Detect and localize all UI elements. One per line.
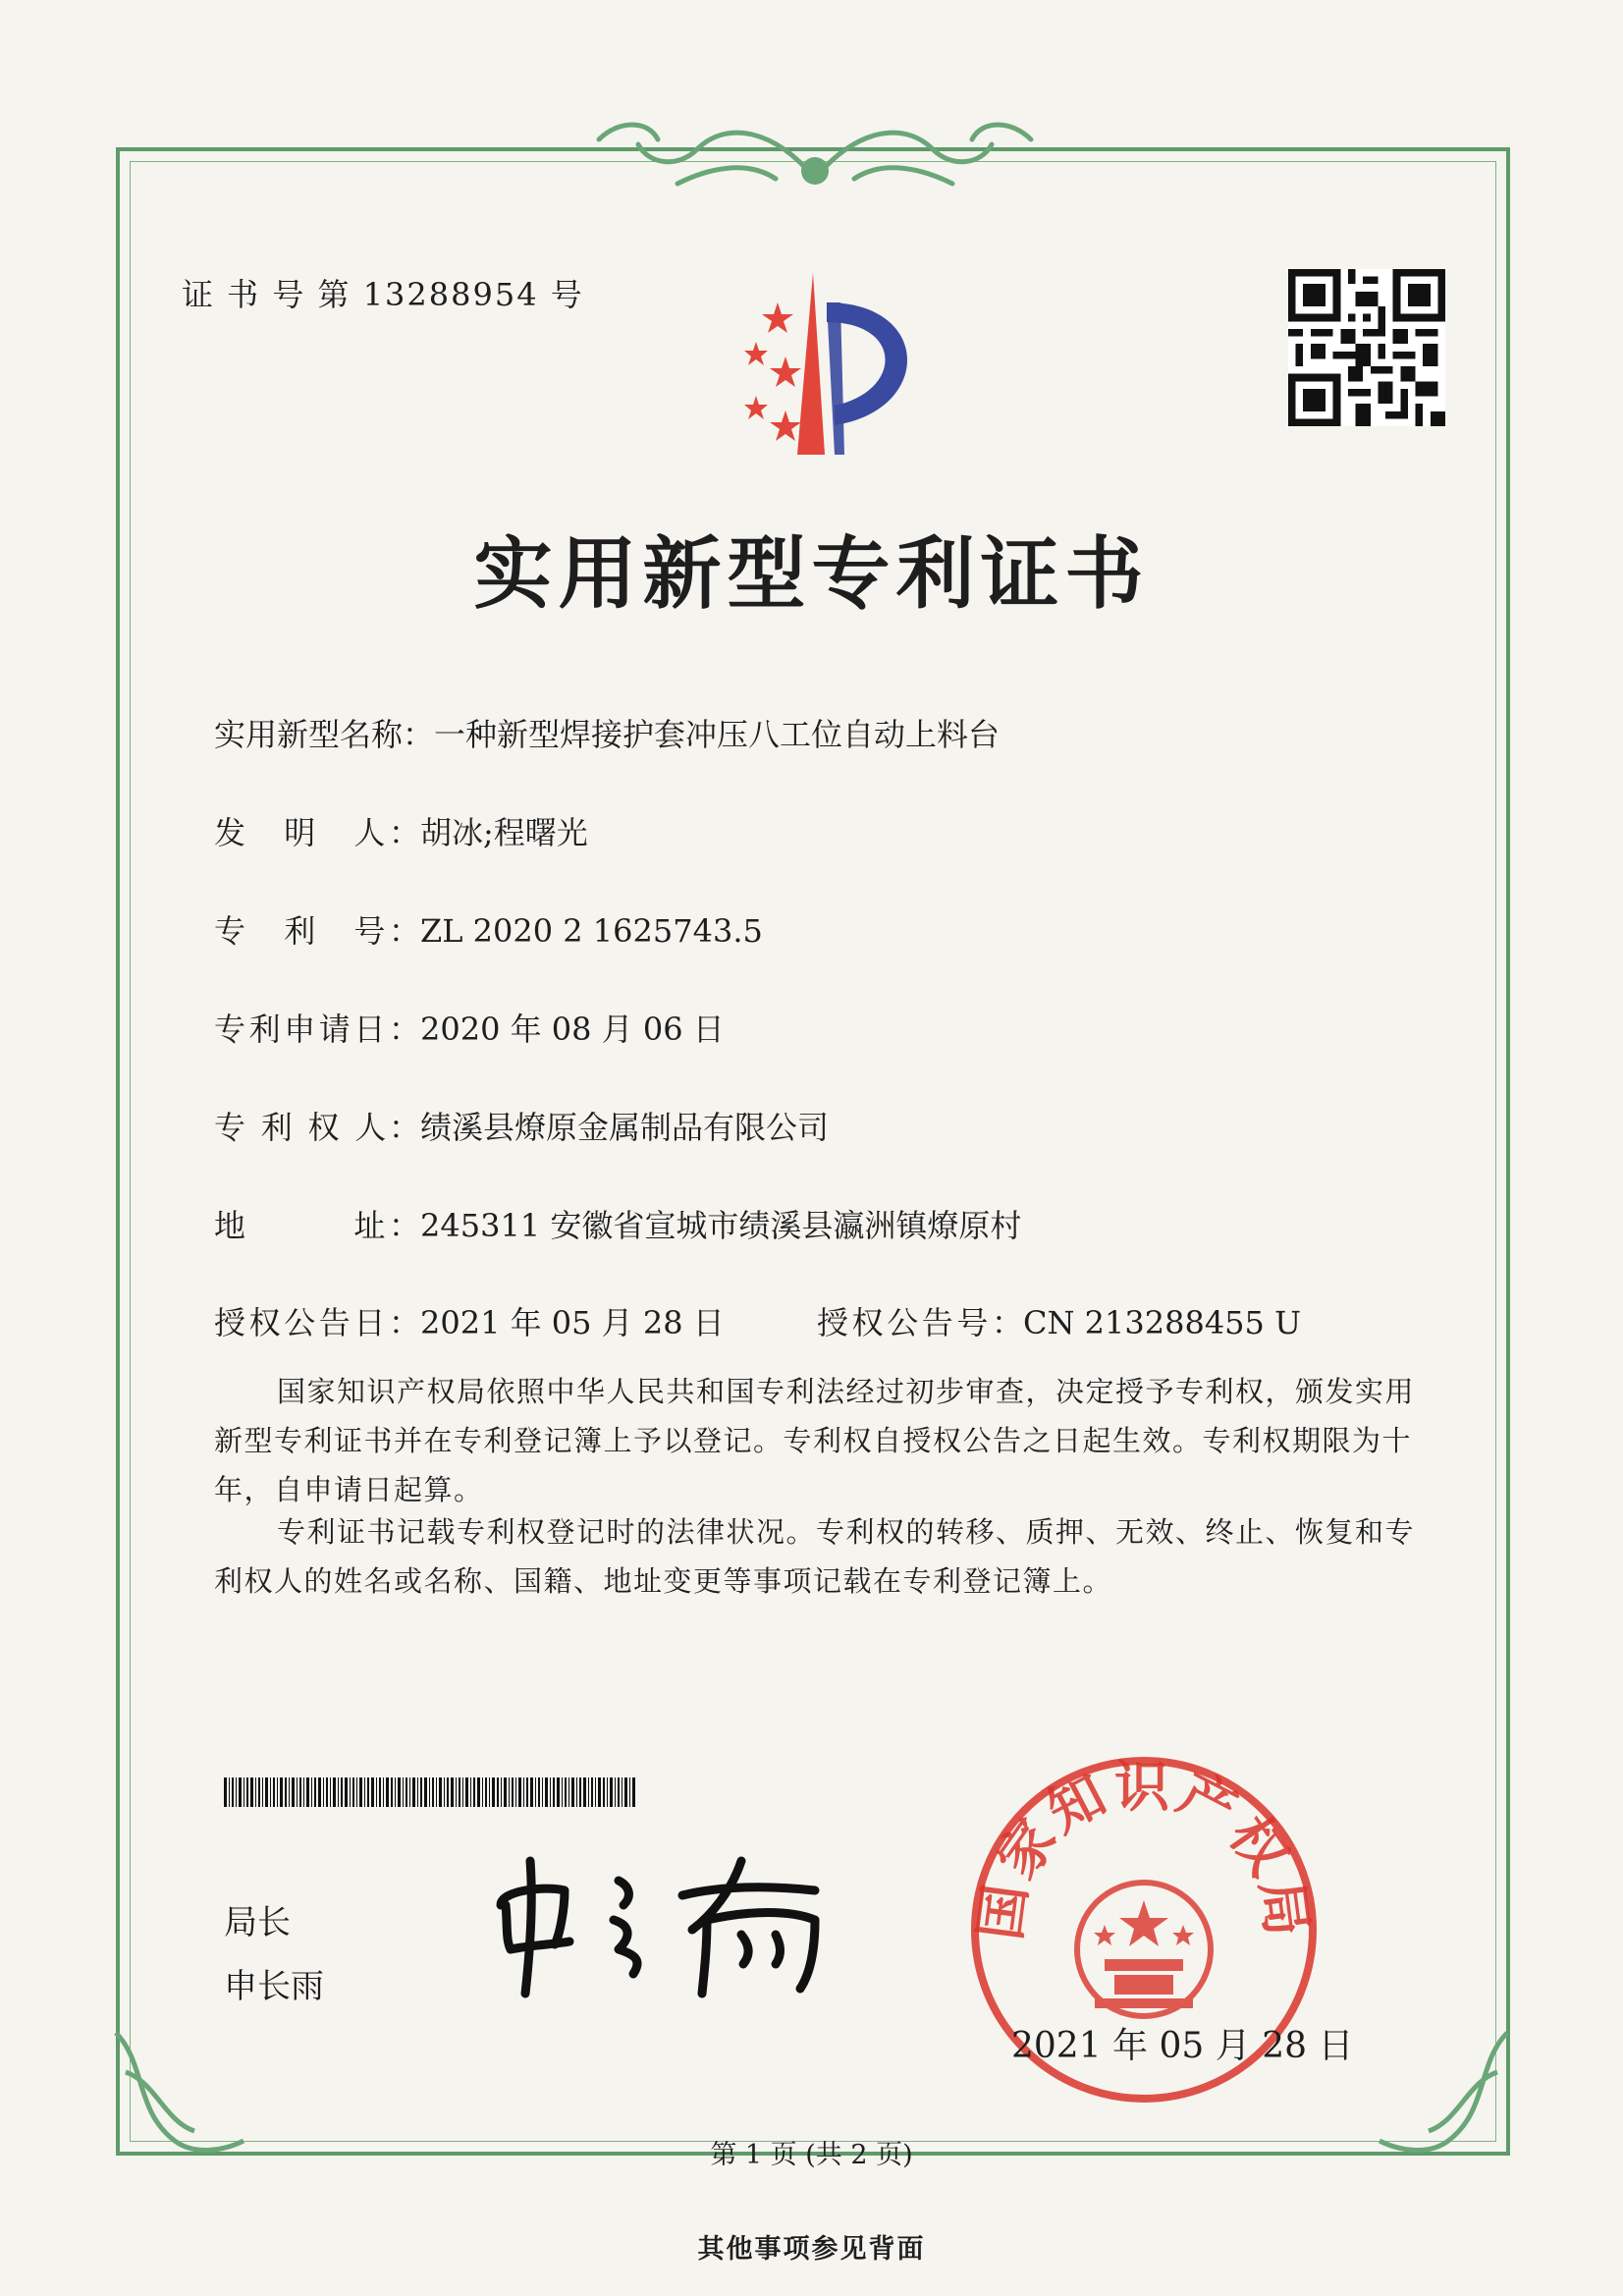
notice-paragraph: 专利证书记载专利权登记时的法律状况。专利权的转移、质押、无效、终止、恢复和专利权人的姓名或名称、国籍、地址变更等事项记载在专利登记簿上。 [214, 1515, 1416, 1598]
field-utility-model-name [214, 710, 1000, 755]
patent-office-logo-icon [687, 263, 943, 460]
field-label: 授权公告日： [214, 1304, 420, 1341]
director-name: 申长雨 [224, 1967, 324, 2006]
field-value: ZL 2020 2 1625743.5 [420, 912, 763, 950]
field-value: 2021 年 05 月 28 日 [420, 1304, 725, 1341]
footer-note: 其他事项参见背面 [697, 2234, 926, 2265]
field-label: 专利申请日： [214, 1011, 420, 1048]
top-ornament-icon [579, 110, 1051, 198]
field-value: CN 213288455 U [1023, 1304, 1302, 1341]
field-label: 发 明 人： [214, 814, 420, 851]
field-announcement-date [214, 1298, 725, 1343]
barcode-icon [224, 1777, 636, 1807]
seal-date: 2021 年 05 月 28 日 [1011, 2026, 1354, 2066]
field-value: 245311 安徽省宣城市绩溪县瀛洲镇燎原村 [420, 1207, 1022, 1244]
field-value: 胡冰;程曙光 [420, 814, 588, 851]
field-label: 地 址： [214, 1207, 420, 1244]
field-announcement-number [817, 1298, 1301, 1343]
field-inventor [214, 808, 588, 853]
field-label: 授权公告号： [817, 1304, 1023, 1341]
certificate-number: 证 书 号 第 13288954 号 [182, 276, 584, 313]
field-value: 绩溪县燎原金属制品有限公司 [420, 1109, 830, 1146]
field-application-date [214, 1005, 725, 1050]
page-number: 第 1 页 (共 2 页) [710, 2140, 913, 2170]
field-label: 专 利 权 人： [214, 1109, 420, 1146]
seal-text: 国家知识产权局 [968, 1755, 1320, 1944]
qr-code-icon [1288, 269, 1445, 426]
notice-paragraph: 国家知识产权局依照中华人民共和国专利法经过初步审查，决定授予专利权，颁发实用新型专利证书并在专利登记簿上予以登记。专利权自授权公告之日起生效。专利权期限为十年，自申请日起算。 [214, 1375, 1416, 1506]
field-label: 专 利 号： [214, 912, 420, 950]
field-address [214, 1201, 1021, 1246]
director-signature-icon [486, 1851, 839, 1998]
field-patent-number [214, 906, 763, 952]
field-label: 实用新型名称： [214, 716, 435, 753]
field-patent-holder [214, 1103, 829, 1148]
field-value: 一种新型焊接护套冲压八工位自动上料台 [434, 716, 1001, 753]
director-title: 局长 [224, 1903, 291, 1942]
field-value: 2020 年 08 月 06 日 [420, 1011, 725, 1048]
certificate-title: 实用新型专利证书 [473, 528, 1150, 620]
